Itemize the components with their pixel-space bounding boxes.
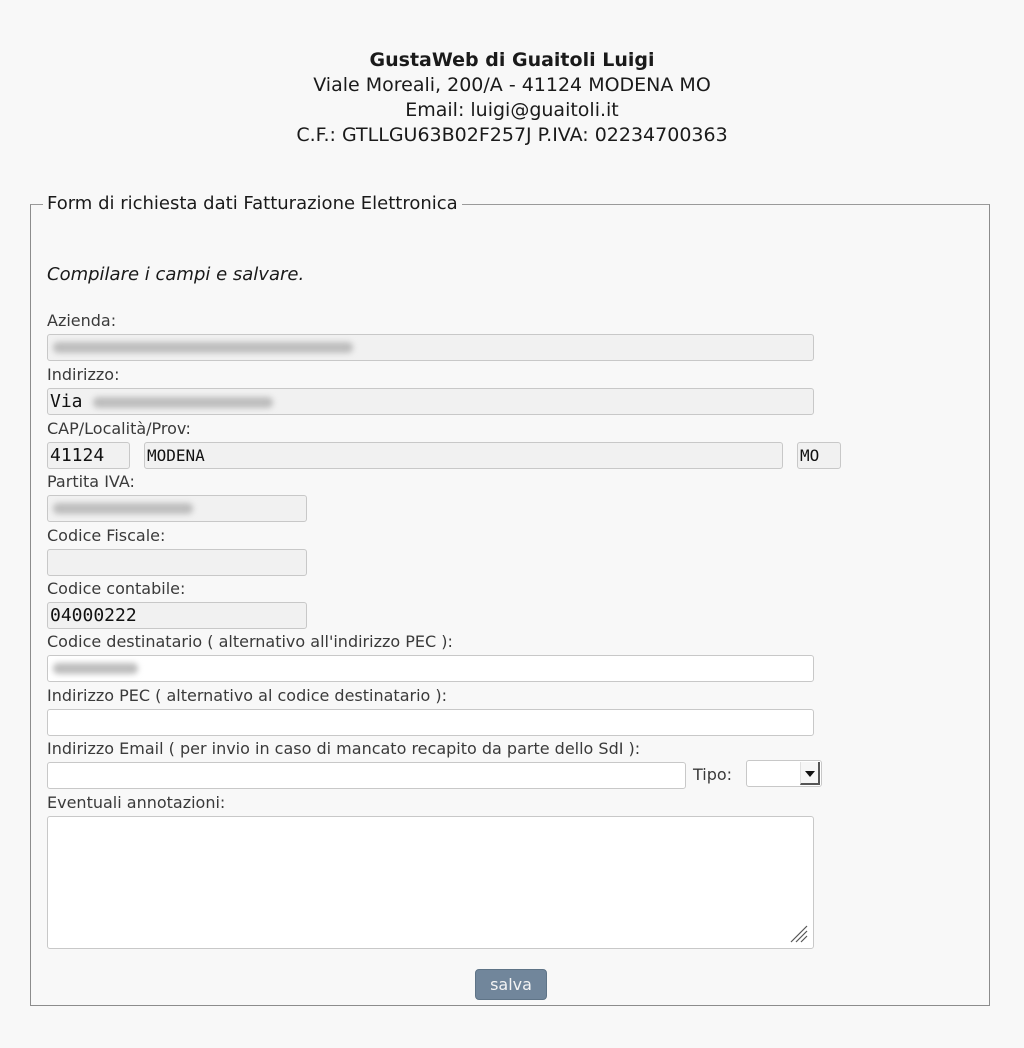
save-button[interactable]: salva — [475, 969, 547, 1000]
indirizzo-pec-label: Indirizzo PEC ( alternativo al codice destinatario ): — [47, 686, 448, 705]
indirizzo-prefix: Via — [50, 391, 83, 412]
invoice-data-form — [30, 193, 990, 1006]
cap-field[interactable]: 41124 — [47, 442, 130, 469]
indirizzo-email-label: Indirizzo Email ( per invio in caso di mancato recapito da parte dello SdI ): — [47, 739, 641, 758]
codice-fiscale-label: Codice Fiscale: — [47, 526, 166, 545]
company-email: Email: luigi@guaitoli.it — [405, 99, 619, 121]
partita-iva-label: Partita IVA: — [47, 472, 135, 491]
tipo-label: Tipo: — [693, 765, 733, 784]
redacted-text — [93, 397, 273, 408]
indirizzo-field[interactable] — [47, 388, 814, 415]
codice-contabile-field[interactable]: 04000222 — [47, 602, 307, 629]
resize-grip-icon[interactable] — [788, 923, 808, 943]
codice-fiscale-field[interactable] — [47, 549, 307, 576]
indirizzo-label: Indirizzo: — [47, 365, 120, 384]
company-header — [0, 48, 1024, 148]
indirizzo-pec-field[interactable] — [47, 709, 814, 736]
redacted-text — [53, 503, 193, 514]
azienda-field[interactable] — [47, 334, 814, 361]
partita-iva-field[interactable] — [47, 495, 307, 522]
company-fiscal-info: C.F.: GTLLGU63B02F257J P.IVA: 02234700363 — [296, 124, 728, 146]
localita-field[interactable]: MODENA — [144, 442, 783, 469]
redacted-text — [53, 342, 353, 353]
company-address: Viale Moreali, 200/A - 41124 MODENA MO — [313, 74, 711, 96]
indirizzo-email-field[interactable] — [47, 762, 686, 789]
annotazioni-label: Eventuali annotazioni: — [47, 793, 226, 812]
form-legend: Form di richiesta dati Fatturazione Elettronica — [47, 193, 458, 214]
tipo-select[interactable] — [746, 760, 822, 787]
codice-contabile-label: Codice contabile: — [47, 579, 186, 598]
azienda-label: Azienda: — [47, 311, 117, 330]
dropdown-arrow-button[interactable] — [800, 762, 820, 785]
codice-destinatario-label: Codice destinatario ( alternativo all'indirizzo PEC ): — [47, 632, 453, 651]
company-name: GustaWeb di Guaitoli Luigi — [369, 49, 655, 71]
prov-field[interactable]: MO — [797, 442, 841, 469]
chevron-down-icon — [805, 771, 815, 777]
form-instructions: Compilare i campi e salvare. — [47, 264, 305, 285]
redacted-text — [53, 663, 138, 674]
cap-localita-prov-label: CAP/Località/Prov: — [47, 419, 191, 438]
annotazioni-textarea[interactable] — [47, 816, 814, 949]
codice-destinatario-field[interactable] — [47, 655, 814, 682]
